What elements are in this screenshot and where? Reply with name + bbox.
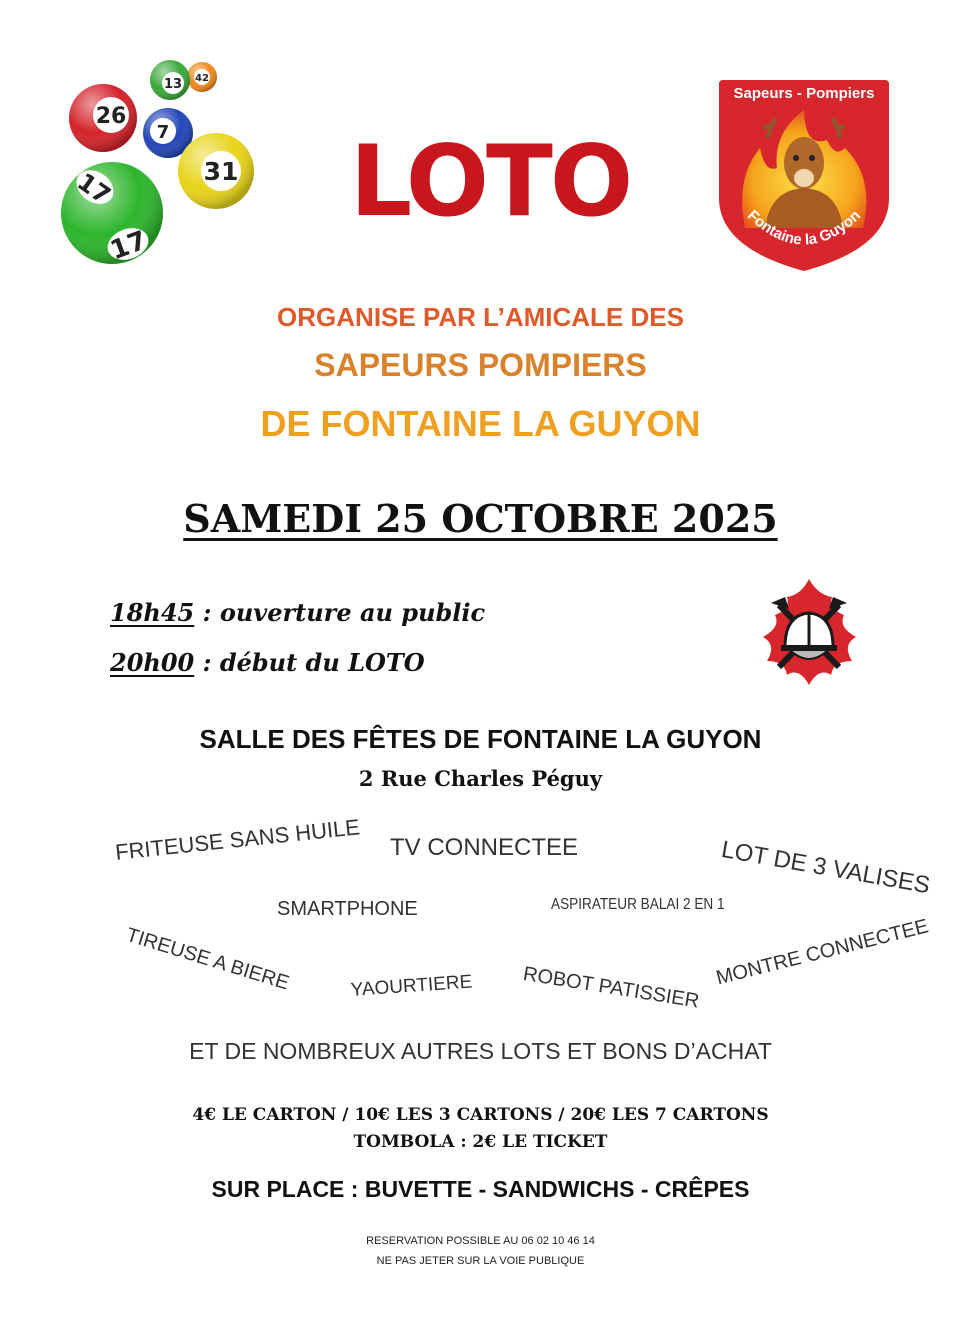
lottery-ball (187, 62, 217, 92)
schedule-label: : début du LOTO (194, 648, 425, 677)
venue-name: SALLE DES FÊTES DE FONTAINE LA GUYON (199, 724, 762, 754)
reservation-text: RESERVATION POSSIBLE AU 06 02 10 46 14 (366, 1235, 595, 1247)
organizer-line-3: DE FONTAINE LA GUYON (260, 403, 701, 444)
ball-number: 17 (106, 225, 151, 267)
lottery-balls-illustration (55, 55, 260, 270)
ball-number: 42 (195, 73, 209, 84)
footer (0, 1231, 961, 1271)
prize-item: ASPIRATEUR BALAI 2 EN 1 (551, 896, 725, 913)
prize-item: YAOURTIERE (350, 971, 473, 1001)
ball-number: 17 (72, 167, 116, 210)
prize-item: TIREUSE A BIERE (123, 924, 292, 995)
event-date-text: SAMEDI 25 OCTOBRE 2025 (183, 496, 778, 541)
lottery-ball (61, 162, 163, 266)
page-title: LOTO (349, 125, 631, 239)
prize-item: SMARTPHONE (277, 898, 418, 920)
ball-number: 26 (95, 104, 127, 129)
organizer-line-2: SAPEURS POMPIERS (314, 347, 647, 383)
prize-item: LOT DE 3 VALISES (719, 836, 933, 900)
card-prices: 4€ LE CARTON / 10€ LES 3 CARTONS / 20€ LES 7 CARTONS (192, 1105, 769, 1125)
prize-item: MONTRE CONNECTEE (714, 915, 931, 990)
lottery-ball (150, 60, 190, 100)
lottery-ball (69, 84, 137, 152)
other-prizes-text: ET DE NOMBREUX AUTRES LOTS ET BONS D’ACHAT (189, 1038, 772, 1064)
prize-item: FRITEUSE SANS HUILE (114, 814, 361, 865)
onsite-services: SUR PLACE : BUVETTE - SANDWICHS - CRÊPES (211, 1176, 750, 1202)
firefighter-helmet-icon (757, 575, 862, 690)
crest-bottom-text: Fontaine la Guyon (744, 206, 864, 249)
organizer-line-1: ORGANISE PAR L’AMICALE DES (277, 302, 684, 332)
prize-item: TV CONNECTEE (390, 834, 579, 861)
schedule-time: 18h45 (110, 598, 195, 627)
tombola-price: TOMBOLA : 2€ LE TICKET (353, 1132, 608, 1152)
lottery-ball (178, 133, 254, 209)
schedule-time: 20h00 (110, 648, 195, 677)
ball-number: 7 (156, 122, 170, 143)
ball-number: 31 (203, 157, 239, 186)
venue-address: 2 Rue Charles Péguy (358, 766, 603, 791)
fire-brigade-crest-logo (715, 78, 893, 273)
event-date (0, 496, 961, 541)
prize-item: ROBOT PATISSIER (521, 963, 701, 1013)
crest-top-text: Sapeurs - Pompiers (733, 85, 875, 102)
disposal-notice: NE PAS JETER SUR LA VOIE PUBLIQUE (376, 1255, 585, 1267)
schedule-item (110, 598, 485, 627)
prices-block (0, 1102, 961, 1156)
schedule-label: : ouverture au public (194, 598, 486, 627)
ball-number: 13 (163, 77, 183, 92)
schedule-item (110, 648, 425, 677)
